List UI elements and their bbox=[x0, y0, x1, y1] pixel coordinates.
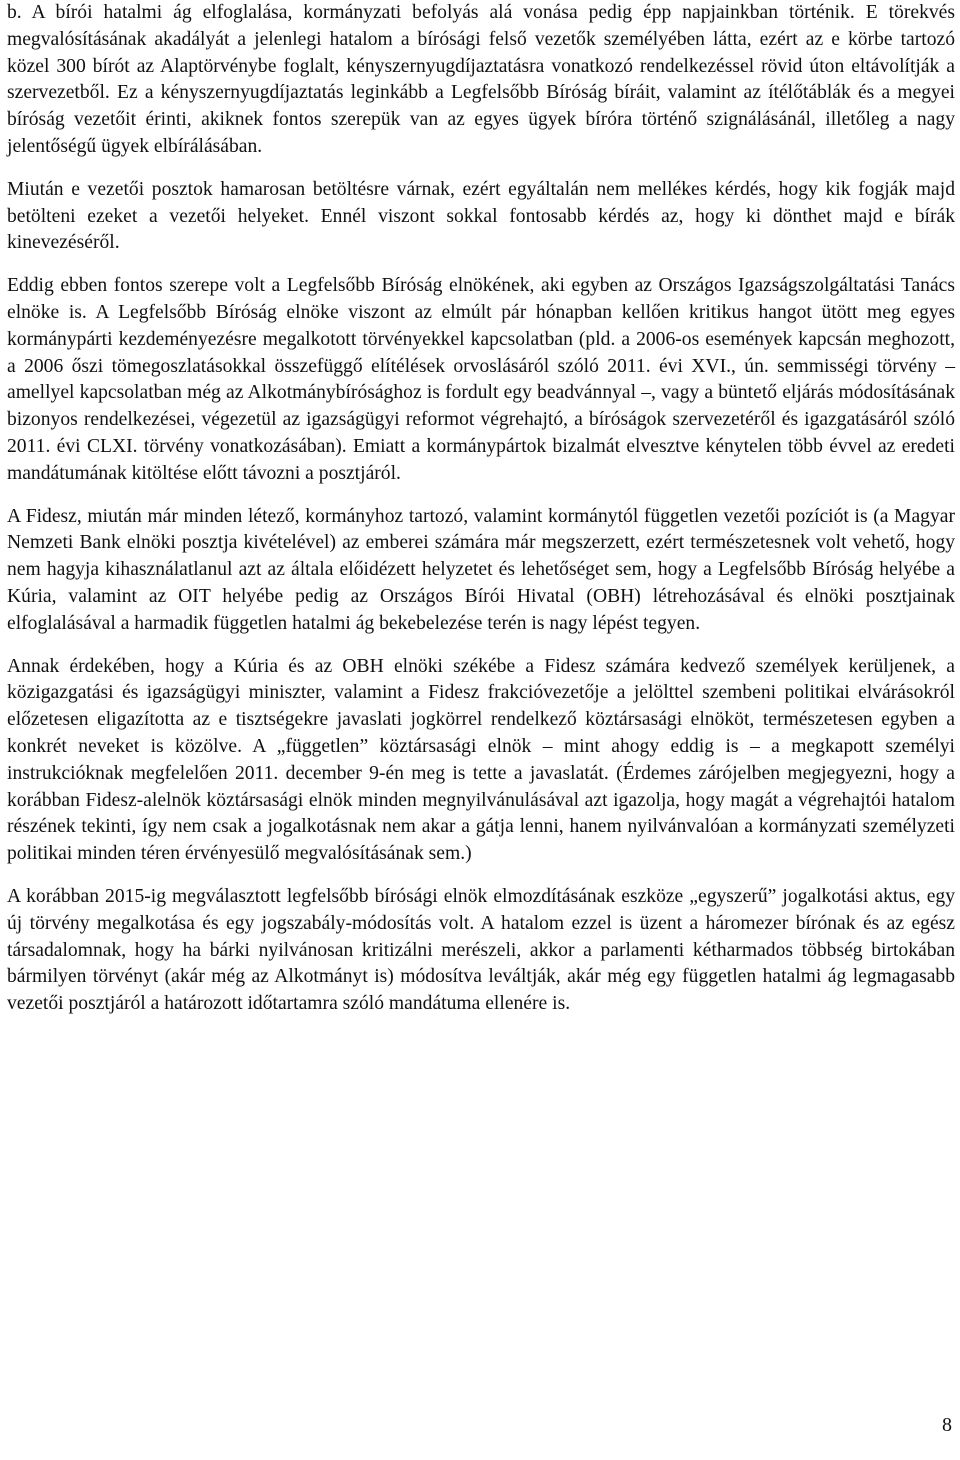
paragraph-leadership-posts: Miután e vezetői posztok hamarosan betöltésre várnak, ezért egyáltalán nem mellékes kérdés, hogy kik fogják majd betölteni ezeket a vezetői helyeket. Ennél viszont sokkal fontosabb kérdés az, hogy ki dönthet majd e bírák kinevezéséről. bbox=[7, 178, 955, 254]
page-number: 8 bbox=[942, 1414, 952, 1436]
paragraph-fidesz-positions: A Fidesz, miután már minden létező, kormányhoz tartozó, valamint kormánytól független vezetői pozíciót is (a Magyar Nemzeti Bank elnöki posztja kivételével) az emberei számára már megszerzett, ezért természetesnek volt vehető, hogy nem hagyja kihasználatlanul azt az általa előidézett helyzetet és lehetőséget sem, hogy a Legfelsőbb Bíróság helyébe a Kúria, valamint az OIT helyébe pedig az Országos Bírói Hivatal (OBH) létrehozásával és elnöki posztjainak elfoglalásával a harmadik független hatalmi ág bekebelezése terén is nagy lépést tegyen. bbox=[7, 505, 955, 634]
document-page bbox=[7, 0, 955, 1034]
paragraph-judicial-takeover: b. A bírói hatalmi ág elfoglalása, kormányzati befolyás alá vonása pedig épp napjainkban történik. E törekvés megvalósításának akadályát a jelenlegi hatalom a bírósági felső vezetők személyében látta, ezért az e körbe tartozó közel 300 bírót az Alaptörvénybe foglalt, kényszernyugdíjaztatásra vonatkozó rendelkezéssel rövid úton eltávolítják a szervezetből. Ez a kényszernyugdíjaztatás leginkább a Legfelsőbb Bíróság bíráit, valamint az ítélőtáblák és a megyei bíróság vezetőit érinti, akiknek fontos szerepük van az egyes ügyek bíróra történő szignálásánál, illetőleg a nagy jelentőségű ügyek elbírálásában. bbox=[7, 2, 955, 157]
paragraph-president-removal: A korábban 2015-ig megválasztott legfelsőbb bírósági elnök elmozdításának eszköze „egyszerű” jogalkotási aktus, egy új törvény megalkotása és egy jogszabály-módosítás volt. A hatalom ezzel is üzent a háromezer bírónak és az egész társadalomnak, hogy ha bárki nyilvánosan kritizálni merészeli, akkor a parlamenti kétharmados többség birtokában bármilyen törvényt (akár még az Alkotmányt is) módosítva leváltják, akár még egy független hatalmi ág legmagasabb vezetői posztjáról a határozott időtartamra szóló mandátuma ellenére is. bbox=[7, 885, 955, 1015]
paragraph-supreme-court-president: Eddig ebben fontos szerepe volt a Legfelsőbb Bíróság elnökének, aki egyben az Országos Igazságszolgáltatási Tanács elnöke is. A Legfelsőbb Bíróság elnöke viszont az elmúlt pár hónapban kellően kritikus hangot ütött meg egyes kormánypárti kezdeményezésre megalkotott törvényekkel kapcsolatban (pld. a 2006-os események kapcsán meghozott, a 2006 őszi tömegoszlatásokkal összefüggő elítélések orvoslásáról szóló 2011. évi XVI., ún. semmisségi törvény – amellyel kapcsolatban még az Alkotmánybírósághoz is fordult egy beadvánnyal –, vagy a büntető eljárás módosításának bizonyos rendelkezései, végezetül az igazságügyi reformot végrehajtó, a bíróságok szervezetéről és igazgatásáról szóló 2011. évi CLXI. törvény vonatkozásában). Emiatt a kormánypártok bizalmát elvesztve kénytelen több évvel az eredeti mandátumának kitöltése előtt távozni a posztjáról. bbox=[7, 275, 955, 484]
paragraph-kuria-obh-nomination: Annak érdekében, hogy a Kúria és az OBH elnöki székébe a Fidesz számára kedvező személyek kerüljenek, a közigazgatási és igazságügyi miniszter, valamint a Fidesz frakcióvezetője a jelölttel szembeni politikai elvárásokról előzetesen eligazította az e tisztségekre javaslati jogkörrel rendelkező köztársasági elnököt, természetesen egyben a konkrét neveket is közölve. A „független” köztársasági elnök – mint ahogy eddig is – a megkapott személyi instrukcióknak megfelelően 2011. december 9-én meg is tette a javaslatát. (Érdemes zárójelben megjegyezni, hogy a korábban Fidesz-alelnök köztársasági elnök minden megnyilvánulásával azt igazolja, hogy magát a végrehajtói hatalom részének tekinti, így nem csak a jogalkotásnak nem akar a gátja lenni, hanem nyilvánvalóan a kormányzati személyzeti politikai minden téren érvényesülő megvalósításának sem.) bbox=[7, 655, 955, 865]
